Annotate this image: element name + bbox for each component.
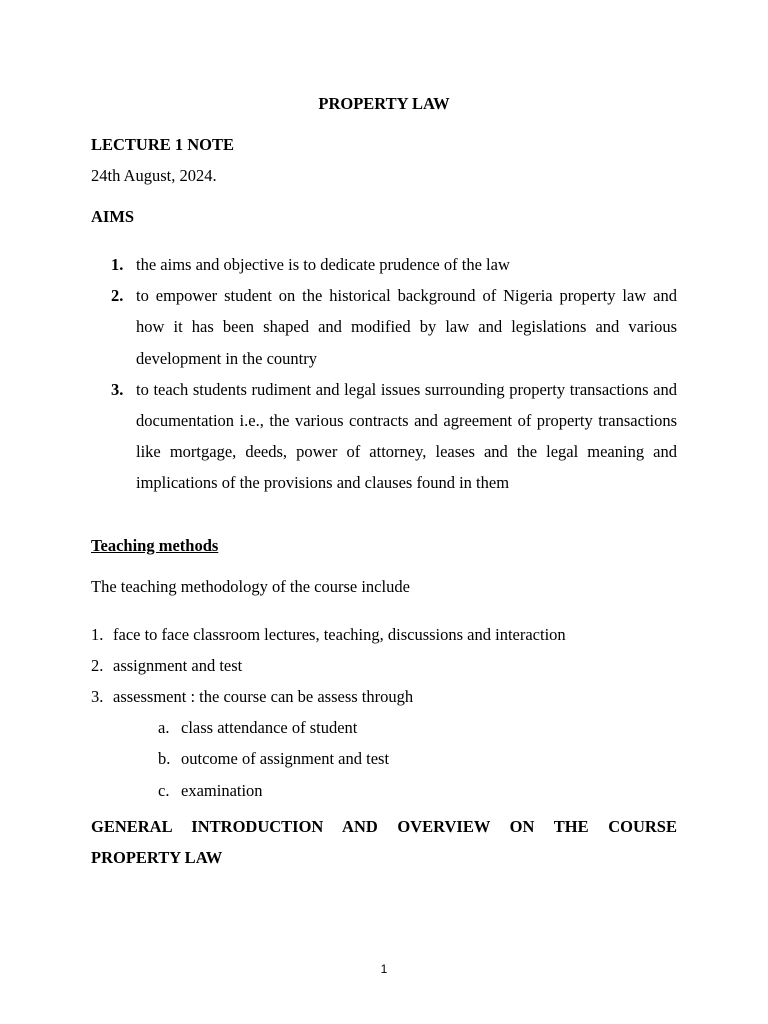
list-item xyxy=(91,619,677,650)
list-item xyxy=(158,712,389,743)
list-item xyxy=(91,681,677,712)
lecture-heading: LECTURE 1 NOTE xyxy=(91,135,235,154)
list-item xyxy=(158,743,389,774)
list-item xyxy=(91,374,677,499)
list-item-text: to empower student on the historical background of Nigeria property law and how it has been shaped and modified by law and legislations and various development in the country xyxy=(136,286,677,368)
list-item xyxy=(158,775,389,806)
list-item-text: outcome of assignment and test xyxy=(181,749,390,769)
lecture-date: 24th August, 2024. xyxy=(91,166,217,185)
list-item xyxy=(91,650,677,681)
list-item-number: 1. xyxy=(111,255,124,274)
list-item-number: 3. xyxy=(111,379,124,399)
list-item-number: 3. xyxy=(91,687,104,706)
general-introduction-heading: GENERAL INTRODUCTION AND OVERVIEW ON THE COURSE PROPERTY LAW xyxy=(91,817,677,867)
list-item-text: assessment : the course can be assess through xyxy=(113,687,414,706)
list-item-text: assignment and test xyxy=(113,656,243,675)
list-item-letter: b. xyxy=(158,749,171,769)
page-title: PROPERTY LAW xyxy=(318,94,450,113)
list-item-letter: a. xyxy=(158,718,170,737)
list-item-number: 2. xyxy=(91,656,104,675)
list-item-text: class attendance of student xyxy=(181,718,358,737)
teaching-intro: The teaching methodology of the course include xyxy=(91,577,410,596)
teaching-methods-heading: Teaching methods xyxy=(91,536,219,555)
list-item-number: 2. xyxy=(111,286,124,306)
list-item-text: to teach students rudiment and legal issues surrounding property transactions and documentation i.e., the various contracts and agreement of property transactions like mortgage, deeds, power of attorney, leases and the legal meaning and implications of the provisions and clauses found in them xyxy=(136,379,677,493)
list-item xyxy=(91,280,677,374)
list-item-text: examination xyxy=(181,780,263,800)
list-item-text: face to face classroom lectures, teaching, discussions and interaction xyxy=(113,625,566,644)
assessment-list xyxy=(158,712,389,806)
aims-heading: AIMS xyxy=(91,207,135,226)
list-item-letter: c. xyxy=(158,780,170,800)
list-item-number: 1. xyxy=(91,625,104,644)
methods-list xyxy=(91,619,677,712)
list-item xyxy=(91,249,677,280)
list-item-text: the aims and objective is to dedicate prudence of the law xyxy=(136,255,510,274)
aims-list xyxy=(91,249,677,499)
page-number: 1 xyxy=(380,962,388,976)
